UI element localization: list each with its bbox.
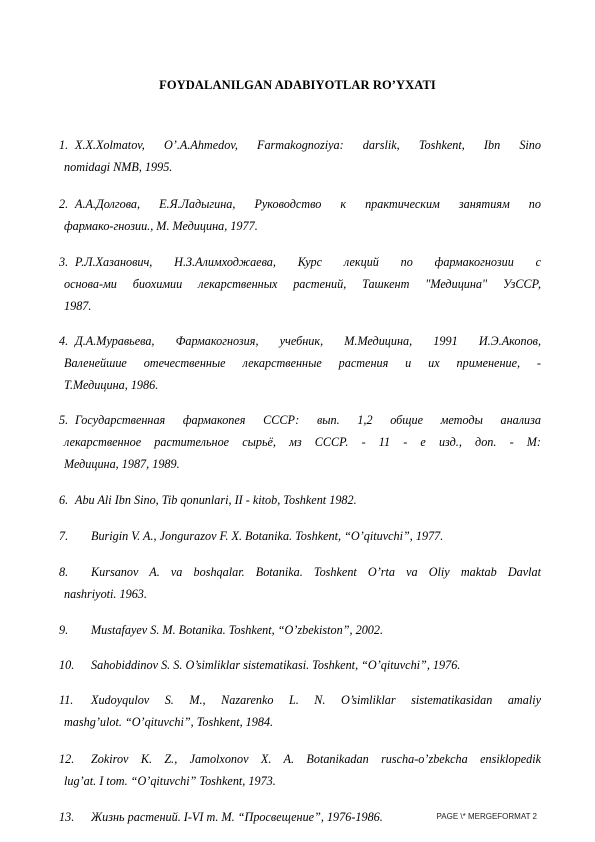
reference-text: Д.А.Муравьева, Фармакогнозия, учебник, М.Медицина, 1991 И.Э.Акопов, (75, 334, 541, 348)
reference-text: X.X.Xolmatov, O’.A.Ahmedov, Farmakognoziya: darslik, Toshkent, Ibn Sino (75, 138, 541, 152)
reference-line (59, 561, 541, 583)
reference-line (59, 711, 541, 733)
reference-item (59, 409, 541, 475)
reference-item (59, 525, 541, 547)
page-title: FOYDALANILGAN ADABIYOTLAR RO’YXATI (159, 78, 436, 92)
reference-text: Abu Ali Ibn Sino, Tib qonunlari, II - kitob, Toshkent 1982. (75, 493, 357, 507)
reference-text: Медицина, 1987, 1989. (64, 457, 180, 471)
reference-line (59, 654, 541, 676)
reference-item (59, 748, 541, 792)
reference-number: 13. (59, 810, 75, 824)
reference-text: фармако-гнозии., М. Медицина, 1977. (64, 219, 258, 233)
reference-item (59, 330, 541, 396)
reference-text: 1987. (64, 299, 92, 313)
reference-text: nashriyoti. 1963. (64, 587, 147, 601)
reference-line (59, 748, 541, 770)
reference-line (59, 525, 541, 547)
reference-text: Kursanov A. va boshqalar. Botanika. Toshkent O’rta va Oliy maktab Davlat (91, 565, 541, 579)
reference-line (59, 352, 541, 374)
reference-text: nomidagi NMB, 1995. (64, 160, 173, 174)
reference-item (59, 251, 541, 317)
reference-text: Xudoyqulov S. M., Nazarenko L. N. O’simliklar sistematikasidan amaliy (91, 693, 541, 707)
reference-line (59, 453, 541, 475)
reference-item (59, 489, 541, 511)
reference-line (59, 156, 541, 178)
reference-number: 4. (59, 334, 69, 348)
reference-text: лекарственное растительное сырьё, мз СССР. - 11 - е изд., доп. - М: (64, 435, 541, 449)
reference-item (59, 134, 541, 178)
reference-text: Zokirov K. Z., Jamolxonov X. A. Botanikadan ruscha-o’zbekcha ensiklopedik (91, 752, 541, 766)
reference-line (59, 619, 541, 641)
reference-number: 9. (59, 623, 69, 637)
reference-text: Т.Медицина, 1986. (64, 378, 159, 392)
reference-number: 5. (59, 413, 69, 427)
reference-item (59, 561, 541, 605)
reference-number: 10. (59, 658, 75, 672)
reference-line (59, 251, 541, 273)
reference-text: Sahobiddinov S. S. O’simliklar sistematikasi. Toshkent, “O’qituvchi”, 1976. (91, 658, 461, 672)
reference-number: 1. (59, 138, 69, 152)
reference-line (59, 215, 541, 237)
reference-text: Mustafayev S. M. Botanika. Toshkent, “O’zbekiston”, 2002. (91, 623, 384, 637)
reference-line (59, 409, 541, 431)
reference-line (59, 431, 541, 453)
reference-number: 6. (59, 493, 69, 507)
reference-line (59, 193, 541, 215)
reference-text: А.А.Долгова, Е.Я.Ладыгина, Руководство к практическим занятиям по (75, 197, 541, 211)
reference-number: 7. (59, 529, 69, 543)
reference-line (59, 374, 541, 396)
reference-number: 3. (59, 255, 69, 269)
reference-item (59, 193, 541, 237)
page-footer: PAGE \* MERGEFORMAT 2 (436, 812, 537, 821)
reference-line (59, 134, 541, 156)
reference-text: mashg’ulot. “O’qituvchi”, Toshkent, 1984. (64, 715, 274, 729)
reference-number: 8. (59, 565, 69, 579)
reference-line (59, 489, 541, 511)
reference-item (59, 619, 541, 641)
reference-number: 11. (59, 693, 74, 707)
reference-item (59, 654, 541, 676)
reference-text: lug’at. I tom. “O’qituvchi” Toshkent, 1973. (64, 774, 276, 788)
reference-text: основа-ми биохимии лекарственных растений, Ташкент "Медицина" УзССР, (64, 277, 541, 291)
reference-line (59, 295, 541, 317)
reference-text: Burigin V. A., Jongurazov F. X. Botanika. Toshkent, “O’qituvchi”, 1977. (91, 529, 444, 543)
reference-line (59, 273, 541, 295)
reference-text: Валенейшие отечественные лекарственные растения и их применение, - (64, 356, 541, 370)
reference-text: Государственная фармакопея СССР: вып. 1,2 общие методы анализа (75, 413, 541, 427)
reference-line (59, 770, 541, 792)
reference-line (59, 583, 541, 605)
reference-text: Жизнь растений. I-VI т. М. “Просвещение”, 1976-1986. (91, 810, 383, 824)
reference-number: 12. (59, 752, 75, 766)
reference-text: Р.Л.Хазанович, Н.З.Алимходжаева, Курс лекций по фармакогнозии с (75, 255, 541, 269)
reference-number: 2. (59, 197, 69, 211)
reference-item (59, 689, 541, 733)
reference-line (59, 689, 541, 711)
reference-line (59, 330, 541, 352)
